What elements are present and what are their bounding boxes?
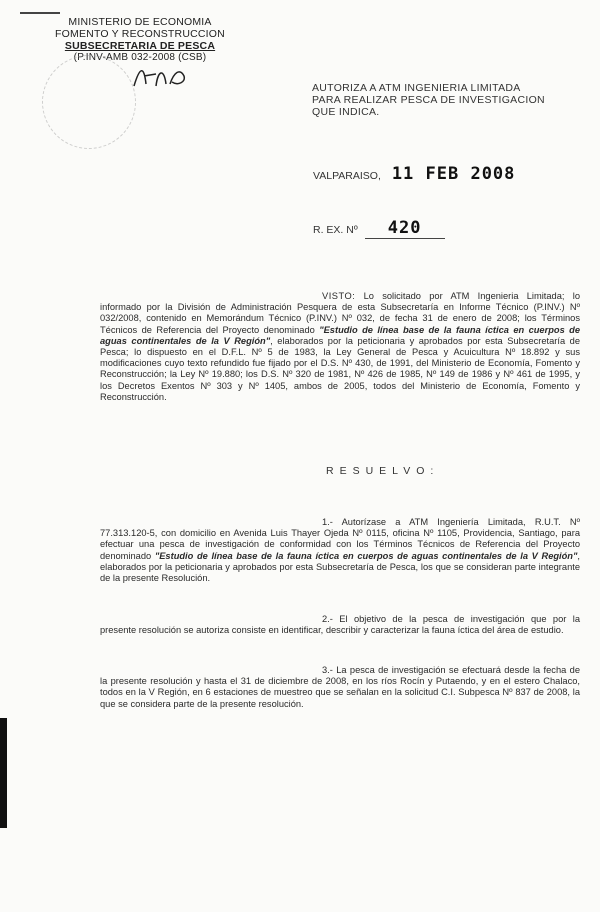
date-line <box>313 164 515 184</box>
article-2-text: 2.- El objetivo de la pesca de investigación que por la presente resolución se autoriza consiste en identificar, describir y caracterizar la fauna íctica del área de estudio. <box>100 614 580 636</box>
visto-text: Lo solicitado por ATM Ingenieria Limitada; lo informado por la División de Administración Pesquera de esta Subsecretaría en Informe Técnico (P.INV.) Nº 032/2008, contenido en Memorándum Técnico (P.INV.) Nº 032, de fecha 31 de enero de 2008; los Términos Técnicos de Referencia del Proyecto denominado <box>100 291 580 335</box>
resolution-number: 420 <box>365 218 445 239</box>
article-2 <box>100 614 580 636</box>
article-3-text: 3.- La pesca de investigación se efectuará desde la fecha de la presente resolución y hasta el 31 de diciembre de 2008, en los ríos Rocín y Putaendo, y en el estero Chalaco, todos en la V Región, en 6 estaciones de muestreo que se señalan en la solicitud C.I. Subpesca Nº 837 de 2008, la que se considera parte de la presente resolución. <box>100 665 580 709</box>
summary-line: QUE INDICA. <box>312 106 380 118</box>
stamped-date: 11 FEB 2008 <box>391 164 516 184</box>
article-1-text: 1.- Autorízase a ATM Ingeniería Limitada, R.U.T. Nº 77.313.120-5, con domicilio en Avenida Luis Thayer Ojeda Nº 0115, oficina Nº 1105, Providencia, Santiago, para efectuar una pesca de investigación de conformidad con los Términos Técnicos de Referencia del Proyecto denominado <box>100 517 580 561</box>
resolution-summary <box>312 82 582 118</box>
summary-line: PARA REALIZAR PESCA DE INVESTIGACION <box>312 94 545 106</box>
scan-artifact-top <box>20 12 60 14</box>
summary-line: AUTORIZA A ATM INGENIERIA LIMITADA <box>312 82 521 94</box>
place-label: VALPARAISO, <box>313 170 381 182</box>
visto-label: VISTO: <box>322 291 356 301</box>
visto-text-continued: , elaborados por la peticionaria y aprobados por esta Subsecretaría de Pesca; lo dispuesto en el D.F.L. Nº 5 de 1983, la Ley General de Pesca y Acuicultura Nº 18.892 y sus modificaciones cuyo texto refundido fue fijado por el D.S. Nº 430, de 1991, del Ministerio de Economía, Fomento y Reconstrucción; la Ley Nº 19.880; los D.S. Nº 320 de 1981, Nº 426 de 1985, Nº 149 de 1986 y Nº 461 de 1995, y los Decretos Exentos Nº 303 y Nº 1405, ambos de 2005, todos del Ministerio de Economía, Fomento y Reconstrucción. <box>100 335 580 402</box>
resuelvo-heading: RESUELVO: <box>326 465 440 477</box>
scan-artifact-edge <box>0 718 7 828</box>
article-1 <box>100 517 580 584</box>
article-3 <box>100 665 580 710</box>
resolution-number-line <box>313 218 445 239</box>
issuer-ministry: MINISTERIO DE ECONOMIA <box>68 16 212 28</box>
file-reference: (P.INV-AMB 032-2008 (CSB) <box>73 52 207 63</box>
official-seal-stamp <box>42 55 136 149</box>
visto-paragraph <box>100 291 580 403</box>
article-1-text-continued: , elaborados por la peticionaria y aprobados por esta Subsecretaría de Pesca, los que se consideran parte integrante de la presente Resolución. <box>100 550 580 584</box>
handwritten-initials <box>130 62 190 92</box>
issuer-ministry-line2: FOMENTO Y RECONSTRUCCION <box>55 28 225 40</box>
project-title: "Estudio de línea base de la fauna íctica en cuerpos de aguas continentales de la V Región" <box>154 550 578 561</box>
resolution-label: R. EX. Nº <box>313 224 358 236</box>
issuer-subsecretaria: SUBSECRETARIA DE PESCA <box>64 40 216 52</box>
project-title: "Estudio de línea base de la fauna íctica en cuerpos de aguas continentales de la V Región" <box>100 324 580 346</box>
